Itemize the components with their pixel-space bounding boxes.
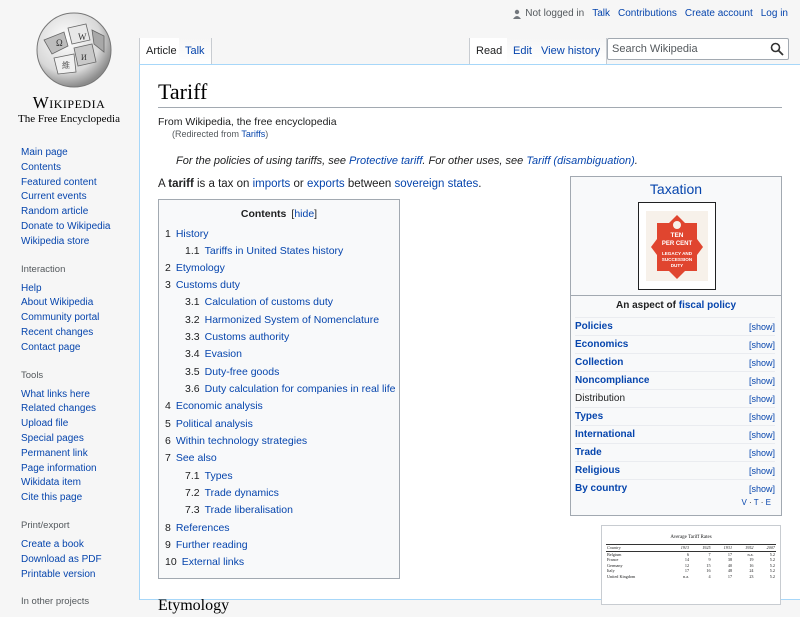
toc-item[interactable] bbox=[185, 314, 379, 326]
toc-item[interactable] bbox=[165, 556, 244, 568]
article-content bbox=[139, 64, 800, 614]
thumb-cell: Belgium bbox=[607, 551, 622, 557]
sidebar-item-download-pdf[interactable]: Download as PDF bbox=[21, 553, 102, 565]
thumb-cell: United Kingdom bbox=[607, 573, 636, 579]
toc-item-label: Tariffs in United States history bbox=[204, 245, 344, 257]
thumb-cell: 17 bbox=[727, 551, 733, 557]
sidebar-item-store[interactable]: Wikipedia store bbox=[21, 235, 90, 247]
thumb-cell: 6 bbox=[687, 551, 690, 557]
toc-item-label: Customs duty bbox=[175, 279, 241, 291]
thumb-cell: 16 bbox=[749, 562, 754, 568]
toc-item-label: Trade liberalisation bbox=[204, 504, 293, 516]
infobox-row-label[interactable]: Economics bbox=[575, 339, 629, 350]
infobox-row-label[interactable]: Policies bbox=[575, 321, 613, 332]
toc-header: Contents [hide] bbox=[240, 208, 318, 220]
infobox-show-toggle[interactable]: [show] bbox=[748, 393, 775, 404]
toc-item-number: 3.4 bbox=[185, 348, 200, 360]
sidebar-heading-print-export: Print/export bbox=[21, 519, 70, 531]
stamp-line-5: DUTY bbox=[670, 263, 684, 268]
infobox-row bbox=[575, 461, 775, 479]
redirect-notice bbox=[172, 129, 268, 139]
thumb-title: Average Tariff Rates bbox=[670, 535, 712, 540]
svg-text:Ω: Ω bbox=[56, 38, 63, 48]
tab-read[interactable] bbox=[469, 38, 509, 64]
sidebar-item-featured-content[interactable]: Featured content bbox=[21, 176, 97, 188]
thumb-cell: 7 bbox=[708, 551, 711, 557]
thumb-header-cell: 1913 bbox=[669, 545, 690, 552]
thumb-header-cell: 1925 bbox=[690, 545, 711, 552]
tab-talk[interactable] bbox=[179, 38, 212, 64]
sidebar-interaction bbox=[21, 264, 139, 356]
sidebar-heading-interaction: Interaction bbox=[21, 263, 66, 275]
wikipedia-logo[interactable] bbox=[10, 8, 128, 124]
toc-item[interactable] bbox=[165, 539, 248, 551]
toc-item-number: 9 bbox=[165, 539, 171, 551]
sidebar-item-contents[interactable]: Contents bbox=[21, 161, 62, 173]
thumb-cell: 23 bbox=[749, 573, 754, 579]
sidebar-item-page-information[interactable]: Page information bbox=[21, 462, 97, 474]
toc-item-number: 8 bbox=[165, 522, 171, 534]
thumb-cell: 9 bbox=[708, 557, 711, 563]
sidebar-item-donate[interactable]: Donate to Wikipedia bbox=[21, 220, 111, 232]
thumb-cell: France bbox=[607, 557, 619, 563]
infobox-show-toggle[interactable]: [show] bbox=[748, 483, 775, 494]
sidebar-print-export bbox=[21, 520, 139, 582]
toc-item-label: Political analysis bbox=[175, 418, 253, 430]
toc-item-number: 3.1 bbox=[185, 296, 200, 308]
toc-item[interactable] bbox=[165, 262, 225, 274]
infobox-show-toggle[interactable]: [show] bbox=[748, 357, 775, 368]
sidebar-item-wikidata-item[interactable]: Wikidata item bbox=[21, 477, 82, 489]
toc-item-label: Evasion bbox=[204, 348, 242, 360]
toc-item-label: Customs authority bbox=[204, 331, 290, 343]
not-logged-in-status bbox=[512, 8, 584, 19]
sidebar-other-projects bbox=[21, 596, 139, 607]
thumb-cell: Italy bbox=[607, 568, 615, 574]
sidebar-item-community-portal[interactable]: Community portal bbox=[21, 312, 100, 324]
toc-item-label: Calculation of customs duty bbox=[204, 296, 334, 308]
thumb-header-row bbox=[606, 545, 776, 552]
thumb-cell: 5.2 bbox=[769, 557, 775, 563]
lead-text: A bbox=[158, 178, 169, 190]
tab-edit-label: Edit bbox=[513, 45, 532, 57]
tab-article-label: Article bbox=[146, 45, 177, 57]
table-of-contents bbox=[158, 199, 400, 579]
thumb-cell: 4 bbox=[708, 573, 711, 579]
infobox-row-label[interactable]: International bbox=[575, 429, 636, 440]
thumb-cell: 40 bbox=[727, 562, 733, 568]
sidebar-item-about[interactable]: About Wikipedia bbox=[21, 297, 94, 309]
toc-item-label: Within technology strategies bbox=[175, 435, 308, 447]
sidebar-item-what-links-here[interactable]: What links here bbox=[21, 388, 90, 400]
toc-item-number: 3.6 bbox=[185, 383, 200, 395]
vte-edit-link[interactable]: E bbox=[765, 498, 771, 507]
hatnote-text: . bbox=[634, 155, 638, 167]
sovereign-states-link[interactable]: sovereign states bbox=[394, 178, 479, 190]
infobox-row bbox=[575, 407, 775, 425]
sidebar-item-recent-changes[interactable]: Recent changes bbox=[21, 326, 94, 338]
sidebar-item-current-events[interactable]: Current events bbox=[21, 191, 87, 203]
toc-item-number: 7.3 bbox=[185, 504, 200, 516]
sidebar-heading-other-projects: In other projects bbox=[21, 596, 90, 608]
sidebar-item-permanent-link[interactable]: Permanent link bbox=[21, 447, 88, 459]
toc-item[interactable] bbox=[165, 279, 240, 291]
toc-item-number: 3.5 bbox=[185, 366, 200, 378]
wikipedia-wordmark: Wikipedia bbox=[32, 93, 106, 112]
talk-link[interactable]: Talk bbox=[592, 8, 610, 19]
sidebar-item-main-page[interactable]: Main page bbox=[21, 147, 68, 158]
site-subtitle: From Wikipedia, the free encyclopedia bbox=[158, 116, 337, 128]
taxation-infobox bbox=[570, 176, 782, 516]
wikipedia-tagline: The Free Encyclopedia bbox=[17, 113, 120, 125]
log-in-link[interactable]: Log in bbox=[760, 8, 788, 19]
infobox-caption bbox=[571, 295, 781, 313]
redirect-prefix: (Redirected from bbox=[172, 129, 242, 139]
tab-article[interactable] bbox=[139, 38, 184, 64]
infobox-caption-text: An aspect of bbox=[615, 300, 679, 311]
toc-item-label: Etymology bbox=[175, 262, 225, 274]
thumb-table bbox=[606, 544, 776, 580]
toc-item[interactable] bbox=[185, 348, 242, 360]
toc-hide-toggle[interactable]: hide bbox=[294, 208, 315, 220]
tab-view-history[interactable] bbox=[535, 38, 607, 64]
toc-item[interactable] bbox=[185, 470, 233, 482]
svg-text:W: W bbox=[78, 32, 87, 42]
thumb-header-cell: 1931 bbox=[712, 545, 733, 552]
thumb-header-cell: 2007 bbox=[755, 545, 777, 552]
search-input[interactable] bbox=[608, 39, 758, 59]
toc-item[interactable] bbox=[165, 228, 209, 240]
thumb-cell: 5.2 bbox=[769, 551, 775, 557]
toc-item-label: Duty-free goods bbox=[204, 366, 280, 378]
infobox-show-toggle[interactable]: [show] bbox=[748, 447, 775, 458]
tab-view-history-label: View history bbox=[541, 45, 601, 57]
sidebar-item-related-changes[interactable]: Related changes bbox=[21, 403, 97, 415]
thumb-cell: n.a. bbox=[747, 551, 754, 557]
toc-item[interactable] bbox=[185, 366, 279, 378]
tab-read-label: Read bbox=[476, 45, 503, 57]
personal-tools bbox=[512, 8, 788, 19]
toc-item-label: Further reading bbox=[175, 539, 248, 551]
toc-item-label: References bbox=[175, 522, 230, 534]
lead-text: . bbox=[478, 178, 482, 190]
imports-link[interactable]: imports bbox=[252, 178, 291, 190]
sidebar-item-contact-page[interactable]: Contact page bbox=[21, 341, 81, 353]
toc-title: Contents bbox=[240, 208, 287, 220]
tariff-disambiguation-link[interactable]: Tariff (disambiguation) bbox=[526, 155, 635, 167]
toc-item-label: History bbox=[175, 228, 209, 240]
thumb-body bbox=[606, 551, 776, 579]
toc-item[interactable] bbox=[185, 504, 293, 516]
sidebar-item-printable-version[interactable]: Printable version bbox=[21, 568, 96, 580]
sidebar-item-create-book[interactable]: Create a book bbox=[21, 538, 84, 550]
stamp-line-3: LEGACY AND bbox=[661, 251, 693, 256]
infobox-row bbox=[575, 479, 775, 497]
infobox-row bbox=[575, 443, 775, 461]
toc-item-number: 7.2 bbox=[185, 487, 200, 499]
thumb-header-cell: 1952 bbox=[733, 545, 754, 552]
thumb-cell: n.a. bbox=[683, 573, 690, 579]
toc-item-number: 1 bbox=[165, 228, 171, 240]
exports-link[interactable]: exports bbox=[306, 178, 345, 190]
lead-text: or bbox=[290, 178, 307, 190]
etymology-heading-partial bbox=[158, 593, 230, 614]
sidebar-item-help[interactable]: Help bbox=[21, 282, 42, 294]
infobox-show-toggle[interactable]: [show] bbox=[748, 339, 775, 350]
toc-item-number: 10 bbox=[165, 556, 177, 568]
average-tariff-rates-image[interactable] bbox=[601, 525, 781, 605]
infobox-show-toggle[interactable]: [show] bbox=[748, 465, 775, 476]
wikipedia-globe-icon bbox=[34, 10, 114, 90]
toc-item-label: Trade dynamics bbox=[204, 487, 279, 499]
toc-item[interactable] bbox=[165, 435, 307, 447]
hatnote-text: . For other uses, see bbox=[422, 155, 527, 167]
infobox-row-label[interactable]: By country bbox=[575, 483, 628, 494]
toc-item-number: 5 bbox=[165, 418, 171, 430]
toc-item-number: 3 bbox=[165, 279, 171, 291]
sidebar-item-cite-this-page[interactable]: Cite this page bbox=[21, 492, 83, 504]
toc-item[interactable] bbox=[185, 331, 289, 343]
infobox-row bbox=[575, 389, 775, 407]
contributions-link[interactable]: Contributions bbox=[618, 8, 677, 19]
toc-item-number: 7 bbox=[165, 452, 171, 464]
toc-item-number: 3.2 bbox=[185, 314, 200, 326]
infobox-row-label[interactable]: Trade bbox=[575, 447, 602, 458]
svg-text:維: 維 bbox=[62, 61, 70, 70]
sidebar-tools bbox=[21, 370, 139, 506]
not-logged-in-label: Not logged in bbox=[525, 8, 585, 19]
thumb-cell: 12 bbox=[684, 562, 690, 568]
thumb-cell: 15 bbox=[706, 562, 711, 568]
toc-item-number: 1.1 bbox=[185, 245, 200, 257]
infobox-title[interactable]: Taxation bbox=[649, 181, 703, 197]
title-divider bbox=[158, 107, 782, 108]
infobox-row bbox=[575, 371, 775, 389]
toc-item-label: Economic analysis bbox=[175, 400, 263, 412]
vte-view-link[interactable]: V bbox=[741, 498, 747, 507]
toc-item[interactable] bbox=[165, 400, 263, 412]
sidebar-heading-tools: Tools bbox=[21, 369, 44, 381]
infobox-row-label[interactable]: Religious bbox=[575, 465, 621, 476]
infobox-duty-stamp-image[interactable] bbox=[638, 202, 716, 290]
navbox-vte: V · T · E bbox=[741, 498, 771, 507]
thumb-cell: 24 bbox=[749, 568, 754, 574]
toc-item[interactable] bbox=[185, 383, 395, 395]
toc-item-label: See also bbox=[175, 452, 217, 464]
infobox-row-label[interactable]: Types bbox=[575, 411, 604, 422]
fiscal-policy-link[interactable]: fiscal policy bbox=[678, 300, 737, 311]
toc-item[interactable] bbox=[165, 452, 217, 464]
stamp-line-4: SUCCESSION bbox=[661, 257, 693, 262]
infobox-show-toggle[interactable]: [show] bbox=[748, 321, 775, 332]
lead-paragraph bbox=[158, 178, 481, 190]
infobox-show-toggle[interactable]: [show] bbox=[748, 411, 775, 422]
infobox-row-label[interactable]: Noncompliance bbox=[575, 375, 650, 386]
toc-item-number: 4 bbox=[165, 400, 171, 412]
thumb-row bbox=[606, 574, 776, 580]
create-account-link[interactable]: Create account bbox=[684, 8, 753, 19]
lead-bold-term: tariff bbox=[168, 178, 194, 190]
toc-item-label: Types bbox=[204, 470, 233, 482]
thumb-cell: 38 bbox=[727, 557, 733, 563]
svg-text:И: И bbox=[81, 53, 87, 62]
stamp-line-1: TEN bbox=[670, 232, 684, 239]
infobox-row bbox=[575, 317, 775, 335]
toc-item[interactable] bbox=[165, 418, 253, 430]
toc-item[interactable] bbox=[185, 296, 333, 308]
lead-text: between bbox=[344, 178, 395, 190]
tab-talk-label: Talk bbox=[185, 45, 205, 57]
thumb-cell: 16 bbox=[706, 568, 711, 574]
toc-item-number: 6 bbox=[165, 435, 171, 447]
toc-item[interactable] bbox=[185, 487, 279, 499]
redirect-source-link[interactable]: Tariffs bbox=[241, 129, 266, 139]
sidebar-item-random-article[interactable]: Random article bbox=[21, 206, 89, 218]
infobox-show-toggle[interactable]: [show] bbox=[748, 429, 775, 440]
infobox-row-label[interactable]: Collection bbox=[575, 357, 624, 368]
toc-item[interactable] bbox=[185, 245, 343, 257]
thumb-cell: 5.2 bbox=[769, 573, 775, 579]
thumb-header-cell: Country bbox=[606, 545, 669, 552]
infobox-row bbox=[575, 425, 775, 443]
infobox-row bbox=[575, 353, 775, 371]
thumb-cell: 5.2 bbox=[769, 562, 775, 568]
stamp-line-2: PER CENT bbox=[661, 241, 693, 247]
thumb-cell: 14 bbox=[684, 557, 690, 563]
toc-item-number: 7.1 bbox=[185, 470, 200, 482]
user-icon bbox=[512, 9, 522, 19]
toc-item-number: 2 bbox=[165, 262, 171, 274]
thumb-cell: 19 bbox=[749, 557, 754, 563]
hatnote-text: For the policies of using tariffs, see bbox=[176, 155, 350, 167]
thumb-cell: 17 bbox=[684, 568, 690, 574]
toc-item[interactable] bbox=[165, 522, 230, 534]
protective-tariff-link[interactable]: Protective tariff bbox=[349, 155, 423, 167]
thumb-cell: 17 bbox=[727, 573, 733, 579]
toc-item-label: External links bbox=[181, 556, 245, 568]
vte-talk-link[interactable]: T bbox=[753, 498, 759, 507]
sidebar-item-special-pages[interactable]: Special pages bbox=[21, 432, 84, 444]
toc-item-number: 3.3 bbox=[185, 331, 200, 343]
toc-item-label: Duty calculation for companies in real life bbox=[204, 383, 396, 395]
infobox-row-label: Distribution bbox=[575, 393, 626, 404]
thumb-cell: 48 bbox=[727, 568, 733, 574]
sidebar-navigation bbox=[21, 146, 139, 250]
search-box bbox=[607, 38, 789, 60]
redirect-suffix: ) bbox=[265, 129, 269, 139]
hatnote bbox=[176, 155, 638, 167]
lead-text: is a tax on bbox=[193, 178, 253, 190]
toc-item-label: Harmonized System of Nomenclature bbox=[204, 314, 380, 326]
etymology-heading-text: Etymology bbox=[158, 597, 230, 614]
sidebar-item-upload-file[interactable]: Upload file bbox=[21, 418, 69, 430]
search-icon[interactable] bbox=[770, 42, 784, 56]
thumb-cell: Germany bbox=[607, 562, 623, 568]
page-title: Tariff bbox=[158, 79, 208, 104]
thumb-cell: 5.2 bbox=[769, 568, 775, 574]
infobox-row bbox=[575, 335, 775, 353]
duty-stamp-icon bbox=[639, 203, 715, 289]
infobox-show-toggle[interactable]: [show] bbox=[748, 375, 775, 386]
sidebar bbox=[21, 146, 139, 617]
